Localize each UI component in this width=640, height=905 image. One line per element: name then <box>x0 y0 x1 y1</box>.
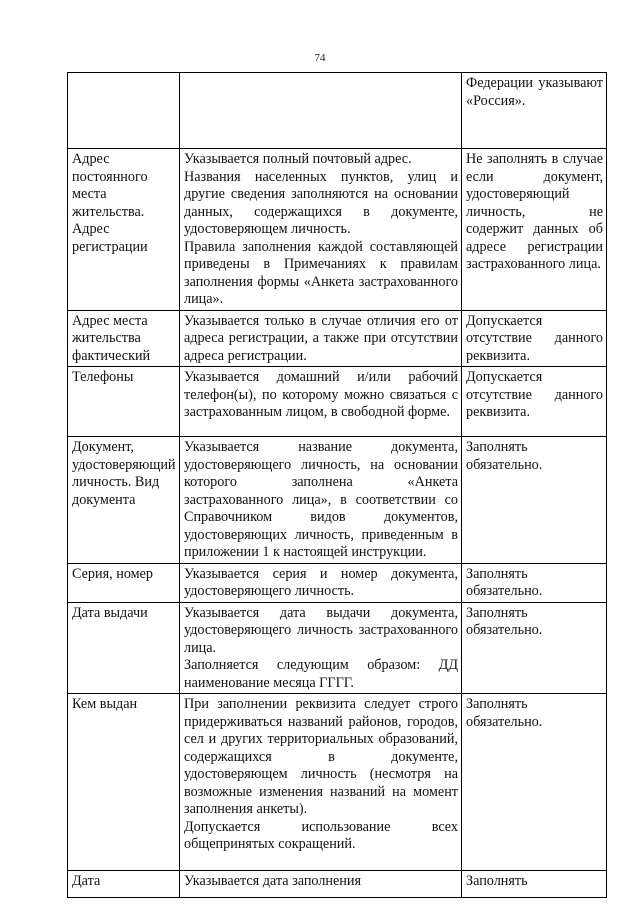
instruction-paragraph: Допускается использование всех общепринятых сокращений. <box>184 818 458 852</box>
instruction-cell <box>180 437 462 564</box>
field-name-cell <box>68 310 180 367</box>
instruction-cell <box>180 871 462 898</box>
instruction-cell <box>180 149 462 311</box>
table-row <box>68 73 607 149</box>
field-name-cell <box>68 694 180 871</box>
instruction-cell <box>180 563 462 602</box>
page-number: 74 <box>314 52 326 64</box>
table-row <box>68 149 607 311</box>
table-body <box>68 73 607 898</box>
instruction-cell <box>180 602 462 694</box>
note-paragraph: Заполнять обязательно. <box>466 696 543 730</box>
note-cell <box>462 73 607 149</box>
note-cell <box>462 437 607 564</box>
instruction-paragraph: Указывается дата выдачи документа, удостоверяющего личность застрахованного лица. <box>184 604 458 656</box>
instruction-cell <box>180 367 462 437</box>
instruction-paragraph: Указывается дата заполнения <box>184 873 362 889</box>
instruction-paragraph: Указывается домашний и/или рабочий телефон(ы), по которому можно связаться с застрахованным лицом, в свободной форме. <box>184 369 458 420</box>
field-name: Телефоны <box>72 369 134 385</box>
instruction-cell <box>180 694 462 871</box>
field-name: Адрес постоянного места жительства. Адрес регистрации <box>72 151 148 255</box>
instruction-paragraph: При заполнении реквизита следует строго придерживаться названий районов, городов, сел и других территориальных образований, содержащихся в документе, удостоверяющем личность (несмотря на возможные изменения названий на момент заполнения анкеты). <box>184 696 458 817</box>
field-name: Серия, номер <box>72 565 154 582</box>
field-name: Дата выдачи <box>72 604 148 621</box>
table-row <box>68 871 607 898</box>
note-cell <box>462 602 607 694</box>
instruction-cell <box>180 73 462 149</box>
field-name: Дата <box>72 873 101 889</box>
table-row <box>68 563 607 602</box>
table-row <box>68 367 607 437</box>
instructions-table <box>67 72 607 898</box>
field-name-cell <box>68 367 180 437</box>
field-name-cell <box>68 602 180 694</box>
table-row <box>68 694 607 871</box>
note-paragraph: Заполнять обязательно. <box>466 565 543 599</box>
instruction-cell <box>180 310 462 367</box>
instruction-paragraph: Заполняется следующим образом: ДД наименование месяца ГГГГ. <box>184 657 458 691</box>
note-paragraph: Заполнять <box>466 873 528 889</box>
field-name-cell <box>68 563 180 602</box>
note-paragraph: Федерации указывают «Россия». <box>466 75 603 109</box>
note-cell <box>462 563 607 602</box>
instruction-paragraph: Указывается полный почтовый адрес. <box>184 151 412 167</box>
field-name: Кем выдан <box>72 696 138 712</box>
field-name: Документ, удостоверяющий личность. Вид документа <box>72 439 176 508</box>
instruction-paragraph: Указывается только в случае отличия его от адреса регистрации, а также при отсутствии адреса регистрации. <box>184 312 458 364</box>
table-row <box>68 310 607 367</box>
note-paragraph: Заполнять обязательно. <box>466 439 543 473</box>
instruction-paragraph: Названия населенных пунктов, улиц и другие сведения заполняются на основании данных, содержащихся в документе, удостоверяющем личность. <box>184 168 458 237</box>
note-paragraph: Не заполнять в случае если документ, удостоверяющий личность, не содержит данных об адресе регистрации застрахованного лица. <box>466 151 603 272</box>
note-paragraph: Заполнять обязательно. <box>466 604 543 638</box>
note-paragraph: Допускается отсутствие данного реквизита. <box>466 369 603 420</box>
instruction-paragraph: Указывается название документа, удостоверяющего личность, на основании которого заполнена «Анкета застрахованного лица», в соответствии со Справочником видов документов, удостоверяющих личность, приведенным в приложении 1 к настоящей инструкции. <box>184 439 458 560</box>
note-cell <box>462 871 607 898</box>
note-paragraph: Допускается отсутствие данного реквизита. <box>466 312 603 364</box>
field-name-cell <box>68 149 180 311</box>
table-row <box>68 602 607 694</box>
note-cell <box>462 694 607 871</box>
field-name-cell <box>68 437 180 564</box>
note-cell <box>462 310 607 367</box>
field-name: Адрес места жительства фактический <box>72 312 151 364</box>
instruction-paragraph: Указывается серия и номер документа, удостоверяющего личность. <box>184 565 458 599</box>
note-cell <box>462 149 607 311</box>
field-name-cell <box>68 871 180 898</box>
instruction-paragraph: Правила заполнения каждой составляющей приведены в Примечаниях к правилам заполнения формы «Анкета застрахованного лица». <box>184 238 458 307</box>
table-row <box>68 437 607 564</box>
field-name-cell <box>68 73 180 149</box>
note-cell <box>462 367 607 437</box>
